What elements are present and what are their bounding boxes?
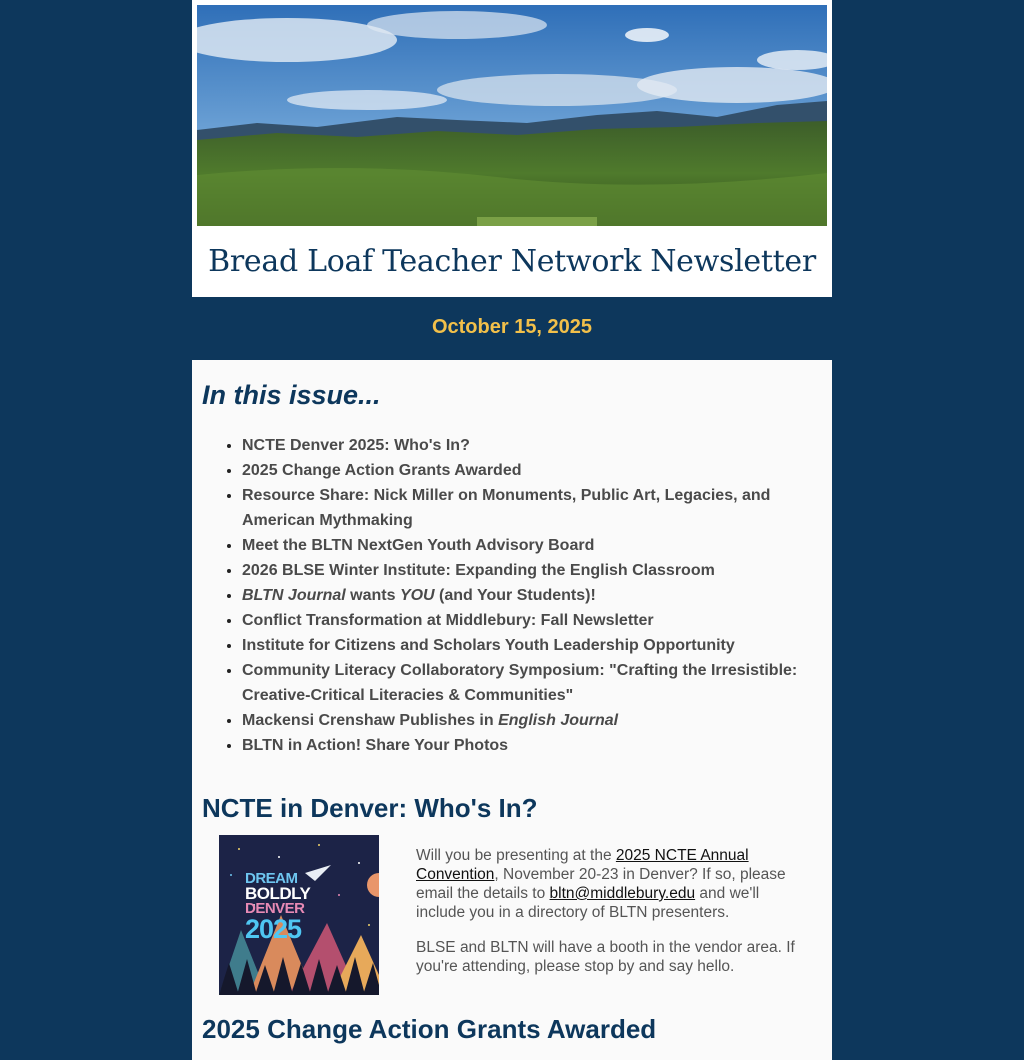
toc-item[interactable]: • BLTN in Action! Share Your Photos [242, 733, 802, 758]
email-link[interactable]: bltn@middlebury.edu [549, 885, 696, 902]
poster-text: DREAM BOLDLY DENVER 2025 [245, 870, 311, 944]
toc-item[interactable]: • BLTN Journal wants YOU (and Your Students)! [242, 583, 802, 608]
ncte-paragraph-2: BLSE and BLTN will have a booth in the vendor area. If you're attending, please stop by and say hello. [416, 939, 795, 975]
toc-item[interactable]: • Meet the BLTN NextGen Youth Advisory Board [242, 533, 802, 558]
ncte-paragraph-1: Will you be presenting at the 2025 NCTE Annual Convention, November 20-23 in Denver? If so, please email the details to bltn@middlebury.edu and we'll include you in a directory of BLTN presenters. [416, 847, 786, 921]
toc-item[interactable]: • Institute for Citizens and Scholars Youth Leadership Opportunity [242, 633, 802, 658]
newsletter [192, 0, 832, 1060]
toc-item[interactable]: • 2026 BLSE Winter Institute: Expanding the English Classroom [242, 558, 802, 583]
toc-item[interactable]: • Conflict Transformation at Middlebury: Fall Newsletter [242, 608, 802, 633]
header-card [192, 0, 832, 297]
toc-item[interactable]: • Mackensi Crenshaw Publishes in English Journal [242, 708, 802, 733]
date-band [192, 297, 832, 360]
issue-date: October 15, 2025 [431, 316, 593, 338]
toc-item[interactable]: • Community Literacy Collaboratory Symposium: "Crafting the Irresistible: Creative-Critical Literacies & Communities" [242, 658, 802, 708]
toc-list [242, 433, 802, 758]
content-area [192, 360, 832, 1060]
banner-image [197, 5, 827, 226]
toc-item[interactable]: • Resource Share: Nick Miller on Monuments, Public Art, Legacies, and American Mythmaking [242, 483, 802, 533]
toc-heading: In this issue... [202, 380, 381, 410]
ncte-convention-link[interactable]: 2025 NCTE Annual Convention [416, 847, 749, 883]
toc-item[interactable]: • 2025 Change Action Grants Awarded [242, 458, 802, 483]
ncte-poster-image [219, 835, 379, 995]
newsletter-title: Bread Loaf Teacher Network Newsletter [208, 244, 816, 279]
toc-item[interactable]: • NCTE Denver 2025: Who's In? [242, 433, 802, 458]
section-heading-grants: 2025 Change Action Grants Awarded [202, 1014, 657, 1044]
section-heading-ncte: NCTE in Denver: Who's In? [202, 793, 538, 823]
